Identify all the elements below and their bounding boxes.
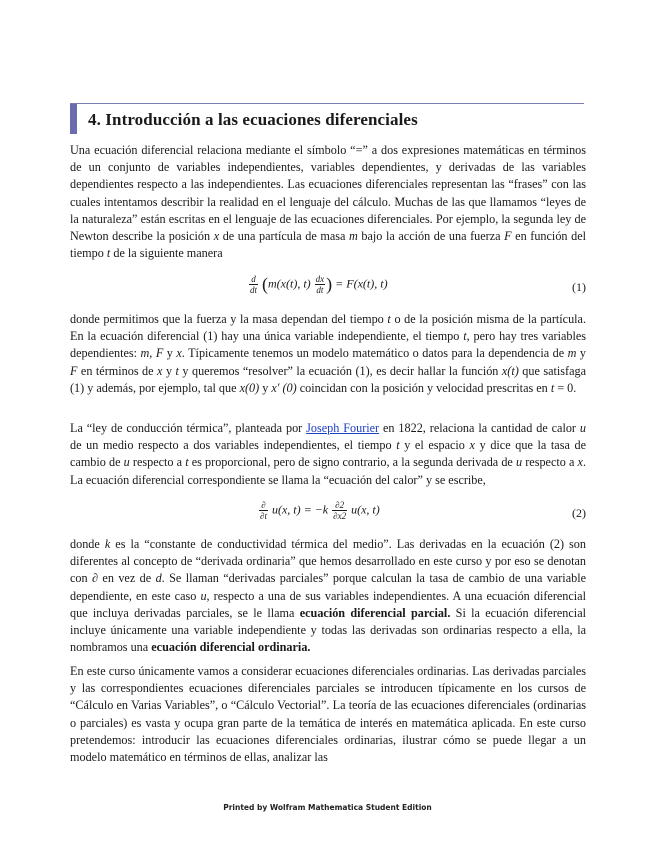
paragraph-intro: Una ecuación diferencial relaciona mediante el símbolo “=” a dos expresiones matemáticas en términos de un conjunto de variables independientes, variables dependientes, y derivadas de las variables dependientes respecto a las independientes. Las ecuaciones diferenciales representan las “frases” con las cuales intentamos describir la realidad en el lenguaje del cálculo. Muchas de las que llamamos “leyes de la naturaleza” están escritas en el lenguaje de las ecuaciones diferenciales. Por ejemplo, la segunda ley de Newton describe la posición x de una partícula de masa m bajo la acción de una fuerza F en función del tiempo t de la siguiente manera (70, 143, 586, 261)
section-accent-bar (70, 104, 77, 134)
equation-heat (70, 500, 586, 540)
equation-number-2: (2) (572, 506, 586, 520)
eq2-partial-xx: $\frac{\partial 2}{\partial x2}$ (333, 500, 347, 521)
eq2-rhs: u(x, t) (351, 502, 380, 517)
eq2-partial-t: $\frac{\partial}{\partial t}$ (260, 500, 267, 521)
paragraph-heat-law: La “ley de conducción térmica”, planteada por Joseph Fourier en 1822, relaciona la cantidad de calor u de un medio respecto a dos variables independientes, el tiempo t y el espacio x y dice que la tasa de cambio de u respecto a t es proporcional, pero de signo contrario, a la segunda derivada de u respecto a x. La ecuación diferencial correspondiente se llama la “ecuación del calor” y se escribe, (70, 421, 587, 487)
paragraph-newton-explanation: donde permitimos que la fuerza y la masa dependan del tiempo t o de la posición misma de la partícula. En la ecuación diferencial (1) hay una única variable independiente, el tiempo t, pero hay tres variables dependientes: m, F y x. Típicamente tenemos un modelo matemático o datos para la dependencia de m y F en términos de x y t y queremos “resolver” la ecuación (1), es decir hallar la función x(t) que satisfaga (1) y además, por ejemplo, tal que x(0) y x' (0) coincidan con la posición y velocidad prescritas en t = 0. (70, 312, 587, 395)
eq1-momentum: m(x(t), t) (268, 276, 311, 291)
joseph-fourier-link[interactable]: Joseph Fourier (306, 421, 380, 435)
equation-number-1: (1) (572, 280, 586, 294)
equation-newton: $\frac{d}{dt}$ (m(x(t), t) $\frac{dx}{dt}$ ) = F(x(t), t) (1) (250, 274, 586, 295)
paragraph-course-scope: En este curso únicamente vamos a considerar ecuaciones diferenciales ordinarias. Las derivadas parciales y las correspondientes ecuaciones diferenciales parciales se introducen típicamente en los cursos de “Cálculo en Varias Variables”, o “Cálculo Vectorial”. La teoría de las ecuaciones diferenciales (ordinarias o parciales) es vasta y ocupa gran parte de la temática de interés en matemática aplicada. En este curso pretendemos: introducir las ecuaciones diferenciales ordinarias, ilustrar cómo se puede llegar a un modelo matemático en términos de ellas, analizar las (70, 664, 586, 765)
eq1-dx-dt: $\frac{dx}{dt}$ (315, 274, 325, 295)
print-footer: Printed by Wolfram Mathematica Student Edition (223, 803, 432, 812)
eq1-d-dt: $\frac{d}{dt}$ (250, 274, 258, 295)
section-heading (70, 103, 584, 134)
section-title: 4. Introducción a las ecuaciones diferenciales (88, 110, 418, 129)
eq1-rhs: = F(x(t), t) (335, 276, 388, 291)
paragraph-partial-derivatives: donde k es la “constante de conductividad térmica del medio”. Las derivadas en la ecuación (2) son diferentes al concepto de “derivada ordinaria” que hemos desarrollado en este curso y por eso se denotan con ∂ en vez de d. Se llaman “derivadas parciales” porque calculan la tasa de cambio de una variable dependiente, en este caso u, respecto a una de sus variables independientes. A una ecuación diferencial que incluya derivadas parciales, se le llama ecuación diferencial parcial. Si la ecuación diferencial incluye únicamente una variable independiente y todas las derivadas son ordinarias respecto a ella, la nombramos una ecuación diferencial ordinaria. (70, 537, 586, 655)
eq2-lhs: u(x, t) = −k (271, 502, 329, 517)
